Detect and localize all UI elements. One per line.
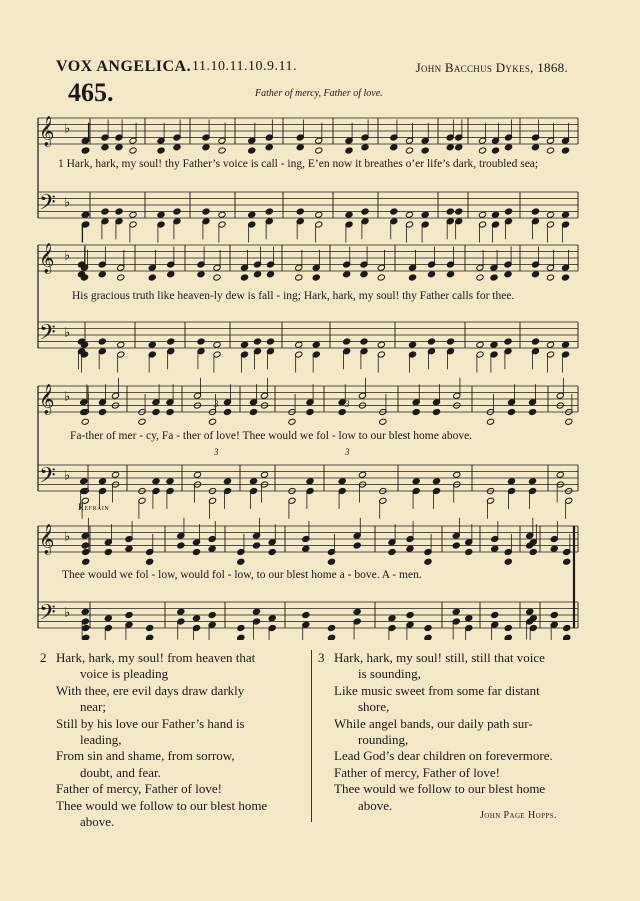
note-head <box>252 542 260 549</box>
note-head <box>345 147 353 154</box>
note-head <box>98 478 106 485</box>
note-head <box>491 611 499 618</box>
note-head <box>104 548 112 555</box>
note-head <box>424 558 432 565</box>
note-head <box>166 408 174 415</box>
lyric-line-1: 1 Hark, hark, my soul! thy Father’s voice is call - ing, E’en now it breathes o’er life’s dark, troubled sea; <box>58 158 539 170</box>
hymn-number: 465. <box>68 78 114 107</box>
note-head <box>223 408 231 415</box>
note-head <box>117 274 125 281</box>
note-head <box>82 558 90 565</box>
note-head <box>561 211 569 218</box>
note-head <box>268 548 276 555</box>
note-head <box>302 611 310 618</box>
note-head <box>412 408 420 415</box>
verse-line: above. <box>358 797 393 813</box>
note-head <box>421 147 429 154</box>
verse-line: above. <box>80 814 115 830</box>
note-head <box>240 341 248 348</box>
note-head <box>561 147 569 154</box>
note-head <box>177 542 185 549</box>
note-head <box>504 558 512 565</box>
note-head <box>249 478 257 485</box>
triplet-mark: 3 <box>214 399 219 409</box>
note-head <box>218 147 226 154</box>
note-head <box>453 471 461 478</box>
note-head <box>296 144 304 151</box>
note-head <box>125 545 133 552</box>
note-head <box>491 545 499 552</box>
note-head <box>192 548 200 555</box>
note-head <box>446 144 454 151</box>
note-head <box>240 274 248 281</box>
note-head <box>157 211 165 218</box>
note-head <box>177 608 185 615</box>
verse-line: Thee would we follow to our blest home <box>334 781 546 797</box>
note-head <box>125 611 133 618</box>
note-head <box>115 144 123 151</box>
note-head <box>546 147 554 154</box>
note-head <box>478 147 486 154</box>
lyricist: John Page Hopps. <box>480 810 557 821</box>
note-head <box>202 144 210 151</box>
note-head <box>452 608 460 615</box>
note-head <box>531 144 539 151</box>
note-head <box>561 341 569 348</box>
verse-3-number: 3 <box>318 650 325 665</box>
lyric-line-4: Thee would we fol - low, would fol - low, to our blest home a - bove. A - men. <box>62 569 422 581</box>
note-head <box>465 548 473 555</box>
note-head <box>408 274 416 281</box>
note-head <box>98 408 106 415</box>
note-head <box>531 208 539 215</box>
note-head <box>388 615 396 622</box>
note-head <box>360 271 368 278</box>
note-head <box>526 608 534 615</box>
flat-key-signature-icon: ♭ <box>64 325 71 341</box>
note-head <box>343 271 351 278</box>
bass-clef-icon: 𝄢 <box>39 463 56 494</box>
note-head <box>82 624 90 631</box>
note-head <box>223 478 231 485</box>
note-head <box>358 471 366 478</box>
column-divider <box>311 650 312 822</box>
refrain-label: Refrain <box>78 502 110 512</box>
note-head <box>152 478 160 485</box>
note-head <box>388 548 396 555</box>
note-head <box>491 211 499 218</box>
note-head <box>208 611 216 618</box>
verse-line: Still by his love our Father’s hand is <box>56 715 245 731</box>
note-head <box>173 208 181 215</box>
note-head <box>157 147 165 154</box>
note-head <box>268 615 276 622</box>
note-head <box>315 211 323 218</box>
note-head <box>406 545 414 552</box>
note-head <box>213 341 221 348</box>
note-head <box>504 338 512 345</box>
note-head <box>81 418 89 425</box>
note-head <box>345 211 353 218</box>
note-head <box>213 274 221 281</box>
verse-2-number: 2 <box>40 650 47 665</box>
note-head <box>446 271 454 278</box>
note-head <box>432 408 440 415</box>
note-head <box>260 471 268 478</box>
tune-name: VOX ANGELICA. <box>56 58 192 75</box>
flat-key-signature-icon: ♭ <box>64 468 71 484</box>
note-head <box>338 408 346 415</box>
note-head <box>253 271 261 278</box>
note-head <box>167 271 175 278</box>
note-head <box>104 615 112 622</box>
note-head <box>248 147 256 154</box>
note-head <box>166 478 174 485</box>
note-head <box>546 274 554 281</box>
note-head <box>377 274 385 281</box>
note-head <box>507 408 515 415</box>
note-head <box>353 542 361 549</box>
note-head <box>550 611 558 618</box>
verse-line: With thee, ere evil days draw darkly <box>56 682 245 698</box>
note-head <box>98 271 106 278</box>
note-head <box>148 341 156 348</box>
note-head <box>424 624 432 631</box>
note-head <box>306 478 314 485</box>
note-head <box>296 208 304 215</box>
note-head <box>361 144 369 151</box>
verse-2 <box>56 650 267 830</box>
note-head <box>218 211 226 218</box>
meter: 11.10.11.10.9.11. <box>192 59 297 74</box>
note-head <box>565 418 573 425</box>
first-line-subtitle: Father of mercy, Father of love. <box>255 88 383 99</box>
lyric-line-3: Fa-ther of mer - cy, Fa - ther of love! Thee would we fol - low to our blest home above. <box>70 430 473 442</box>
note-head <box>173 144 181 151</box>
triplet-mark: 3 <box>345 447 350 457</box>
note-head <box>408 341 416 348</box>
bass-clef-icon: 𝄢 <box>39 190 56 221</box>
note-head <box>556 471 564 478</box>
note-head <box>252 608 260 615</box>
note-head <box>101 144 109 151</box>
note-head <box>265 144 273 151</box>
note-head <box>478 211 486 218</box>
note-head <box>507 478 515 485</box>
note-head <box>529 548 537 555</box>
note-head <box>529 615 537 622</box>
note-head <box>167 338 175 345</box>
note-head <box>146 624 154 631</box>
note-head <box>338 478 346 485</box>
note-head <box>81 542 89 549</box>
note-head <box>491 147 499 154</box>
note-head <box>563 624 571 631</box>
note-head <box>295 274 303 281</box>
note-head <box>208 545 216 552</box>
note-head <box>390 208 398 215</box>
note-head <box>197 338 205 345</box>
note-head <box>528 408 536 415</box>
note-head <box>476 274 484 281</box>
note-head <box>197 271 205 278</box>
note-head <box>427 271 435 278</box>
note-head <box>192 615 200 622</box>
note-head <box>504 208 512 215</box>
verse-line: Like music sweet from some far distant <box>334 682 540 698</box>
note-head <box>81 608 89 615</box>
note-head <box>531 338 539 345</box>
note-head <box>446 208 454 215</box>
treble-clef-icon: 𝄞 <box>39 116 55 147</box>
lyric-line-2: His gracious truth like heaven-ly dew is fall - ing; Hark, hark, my soul! thy Father calls for thee. <box>72 290 515 302</box>
treble-clef-icon: 𝄞 <box>39 243 55 274</box>
verse-line: leading, <box>80 732 122 748</box>
note-head <box>405 147 413 154</box>
note-head <box>379 418 387 425</box>
note-head <box>81 147 89 154</box>
note-head <box>202 208 210 215</box>
verse-line: is sounding, <box>358 666 421 682</box>
note-head <box>361 208 369 215</box>
verse-line: Thee would we follow to our blest home <box>56 797 268 813</box>
note-head <box>253 338 261 345</box>
note-head <box>531 271 539 278</box>
verse-line: Father of mercy, Father of love! <box>334 764 500 780</box>
note-head <box>249 408 257 415</box>
note-head <box>295 341 303 348</box>
note-head <box>327 558 335 565</box>
note-head <box>465 615 473 622</box>
note-head <box>129 147 137 154</box>
note-head <box>327 624 335 631</box>
note-head <box>490 341 498 348</box>
verse-line: Hark, hark, my soul! from heaven that <box>56 650 256 665</box>
note-head <box>452 542 460 549</box>
note-head <box>405 211 413 218</box>
verse-line: Hark, hark, my soul! still, still that voice <box>334 650 545 665</box>
note-head <box>248 211 256 218</box>
note-head <box>546 341 554 348</box>
note-head <box>115 208 123 215</box>
bass-clef-icon: 𝄢 <box>39 600 56 631</box>
note-head <box>315 147 323 154</box>
flat-key-signature-icon: ♭ <box>64 195 71 211</box>
note-head <box>208 418 216 425</box>
note-head <box>237 624 245 631</box>
note-head <box>353 608 361 615</box>
note-head <box>360 338 368 345</box>
verse-line: Lead God’s dear children on forevermore. <box>334 748 553 764</box>
note-head <box>265 208 273 215</box>
note-head <box>427 338 435 345</box>
verse-line: near; <box>80 699 106 715</box>
verse-3 <box>334 650 553 814</box>
note-head <box>504 271 512 278</box>
verse-line: rounding, <box>358 732 409 748</box>
note-head <box>561 274 569 281</box>
note-head <box>504 624 512 631</box>
note-head <box>98 338 106 345</box>
treble-clef-icon: 𝄞 <box>39 524 55 555</box>
note-head <box>377 341 385 348</box>
note-head <box>152 408 160 415</box>
bass-clef-icon: 𝄢 <box>39 320 56 351</box>
note-head <box>111 471 119 478</box>
note-head <box>138 418 146 425</box>
note-head <box>81 211 89 218</box>
verse-line: While angel bands, our daily path sur- <box>334 715 533 731</box>
note-head <box>455 208 463 215</box>
triplet-mark: 3 <box>345 399 350 409</box>
note-head <box>266 338 274 345</box>
composer: John Bacchus Dykes, 1868. <box>415 60 568 75</box>
note-head <box>237 558 245 565</box>
verse-line: From sin and shame, from sorrow, <box>56 748 235 764</box>
note-head <box>476 341 484 348</box>
note-head <box>117 341 125 348</box>
note-head <box>490 274 498 281</box>
note-head <box>306 408 314 415</box>
verse-line: voice is pleading <box>80 666 169 682</box>
note-head <box>546 211 554 218</box>
flat-key-signature-icon: ♭ <box>64 121 71 137</box>
verse-line: shore, <box>358 699 390 715</box>
note-head <box>288 418 296 425</box>
note-head <box>148 274 156 281</box>
note-head <box>312 274 320 281</box>
note-head <box>528 478 536 485</box>
note-head <box>312 341 320 348</box>
triplet-mark: 3 <box>214 447 219 457</box>
note-head <box>101 208 109 215</box>
note-head <box>550 545 558 552</box>
note-head <box>455 144 463 151</box>
note-head <box>266 271 274 278</box>
flat-key-signature-icon: ♭ <box>64 248 71 264</box>
note-head <box>193 471 201 478</box>
note-head <box>432 478 440 485</box>
note-head <box>146 558 154 565</box>
note-head <box>486 418 494 425</box>
flat-key-signature-icon: ♭ <box>64 605 71 621</box>
verse-line: doubt, and fear. <box>80 764 161 780</box>
note-head <box>302 545 310 552</box>
note-head <box>343 338 351 345</box>
note-head <box>406 611 414 618</box>
note-head <box>390 144 398 151</box>
note-head <box>563 558 571 565</box>
verse-line: Father of mercy, Father of love! <box>56 781 222 797</box>
flat-key-signature-icon: ♭ <box>64 389 71 405</box>
note-head <box>129 211 137 218</box>
note-head <box>80 478 88 485</box>
flat-key-signature-icon: ♭ <box>64 529 71 545</box>
treble-clef-icon: 𝄞 <box>39 384 55 415</box>
note-head <box>412 478 420 485</box>
note-head <box>421 211 429 218</box>
note-head <box>446 338 454 345</box>
note-head <box>504 144 512 151</box>
